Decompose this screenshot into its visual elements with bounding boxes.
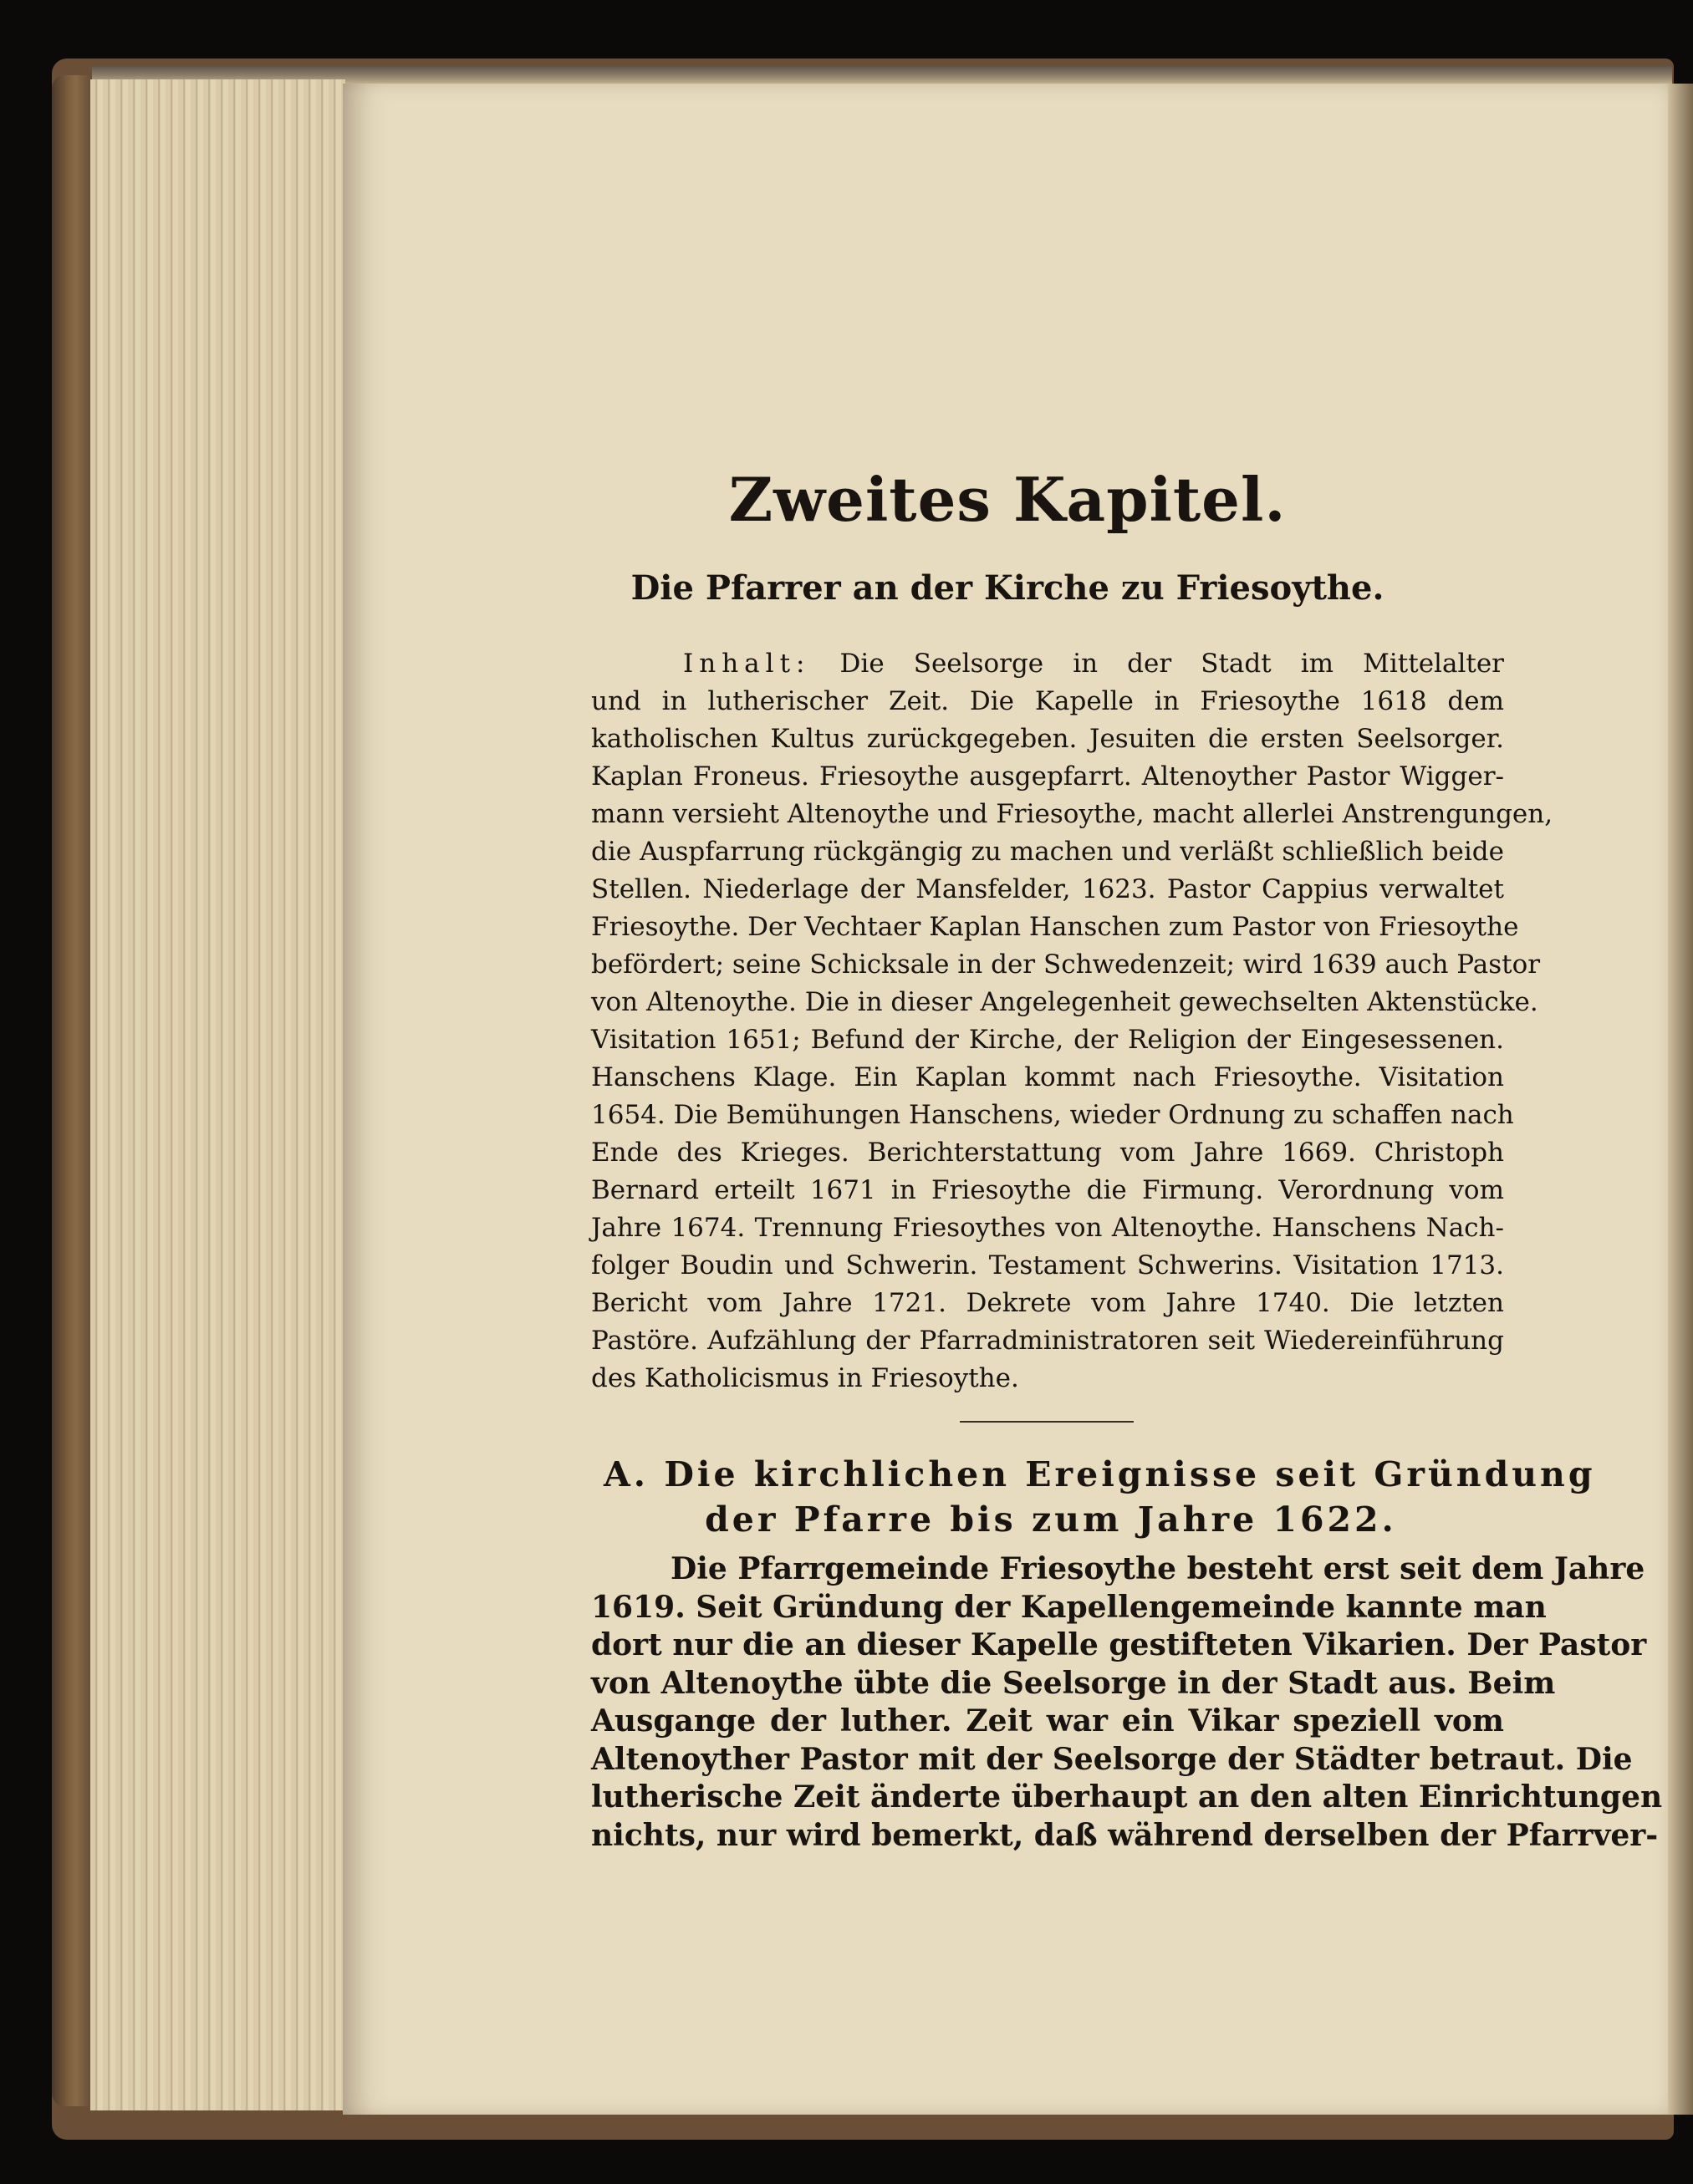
summary-line: Bernard erteilt 1671 in Friesoythe die Firmung. Verordnung vom — [591, 1175, 1504, 1205]
summary-line: Pastöre. Aufzählung der Pfarradministratoren seit Wiedereinführung — [591, 1326, 1504, 1356]
body-paragraph — [591, 1550, 1663, 1855]
summary-line: Stellen. Niederlage der Mansfelder, 1623. Pastor Cappius verwaltet — [591, 874, 1504, 904]
section-heading-line: der Pfarre bis zum Jahre 1622. — [705, 1499, 1397, 1540]
summary-line: befördert; seine Schicksale in der Schwedenzeit; wird 1639 auch Pastor — [591, 949, 1541, 980]
summary-line: Friesoythe. Der Vechtaer Kaplan Hanschen zum Pastor von Friesoythe — [591, 912, 1519, 942]
summary-label: Inhalt: — [683, 649, 811, 679]
body-line: 1619. Seit Gründung der Kapellengemeinde kannte man — [591, 1589, 1547, 1625]
summary-line: mann versieht Altenoythe und Friesoythe, macht allerlei Anstrengungen, — [591, 799, 1553, 829]
right-page-edge — [1668, 84, 1693, 2115]
summary-line: 1654. Die Bemühungen Hanschens, wieder Ordnung zu schaffen nach — [591, 1100, 1514, 1130]
summary-line: die Auspfarrung rückgängig zu machen und verläßt schließlich beide — [591, 837, 1504, 867]
page-stack-left — [90, 79, 345, 2110]
chapter-subtitle: Die Pfarrer an der Kirche zu Friesoythe. — [630, 568, 1384, 608]
body-line: dort nur die an dieser Kapelle gestifteten Vikarien. Der Pastor — [591, 1627, 1647, 1662]
chapter-title: Zweites Kapitel. — [728, 464, 1287, 535]
summary-line: und in lutherischer Zeit. Die Kapelle in Friesoythe 1618 dem — [591, 686, 1504, 716]
body-line: von Altenoythe übte die Seelsorge in der Stadt aus. Beim — [591, 1665, 1556, 1701]
summary-line: Bericht vom Jahre 1721. Dekrete vom Jahre 1740. Die letzten — [591, 1288, 1504, 1318]
body-line: Altenoyther Pastor mit der Seelsorge der Städter betraut. Die — [591, 1741, 1633, 1777]
section-heading — [604, 1452, 1596, 1542]
summary-line: Jahre 1674. Trennung Friesoythes von Altenoythe. Hanschens Nach- — [591, 1213, 1504, 1243]
summary-line: Kaplan Froneus. Friesoythe ausgepfarrt. Altenoyther Pastor Wigger- — [591, 761, 1504, 792]
book-spine-edge — [52, 75, 95, 2106]
summary-line: Visitation 1651; Befund der Kirche, der Religion der Eingesessenen. — [591, 1025, 1504, 1055]
summary-line: Hanschens Klage. Ein Kaplan kommt nach Friesoythe. Visitation — [591, 1062, 1504, 1092]
summary-line: von Altenoythe. Die in dieser Angelegenheit gewechselten Aktenstücke. — [591, 987, 1538, 1017]
summary-line: folger Boudin und Schwerin. Testament Schwerins. Visitation 1713. — [591, 1250, 1504, 1280]
summary-line: Ende des Krieges. Berichterstattung vom Jahre 1669. Christoph — [591, 1138, 1504, 1168]
section-heading-line: A. Die kirchlichen Ereignisse seit Gründung — [604, 1454, 1596, 1494]
body-line: lutherische Zeit änderte überhaupt an den alten Einrichtungen — [591, 1779, 1663, 1815]
summary-line: katholischen Kultus zurückgegeben. Jesuiten die ersten Seelsorger. — [591, 724, 1504, 754]
section-divider — [960, 1421, 1134, 1423]
summary-line: des Katholicismus in Friesoythe. — [591, 1363, 1019, 1393]
summary-line: Inhalt: Die Seelsorge in der Stadt im Mittelalter — [683, 649, 1504, 679]
body-line: Ausgange der luther. Zeit war ein Vikar speziell vom — [591, 1703, 1504, 1739]
body-line: nichts, nur wird bemerkt, daß während derselben der Pfarrver- — [591, 1817, 1659, 1853]
body-line: Die Pfarrgemeinde Friesoythe besteht erst seit dem Jahre — [671, 1551, 1645, 1586]
chapter-summary — [591, 645, 1553, 1397]
